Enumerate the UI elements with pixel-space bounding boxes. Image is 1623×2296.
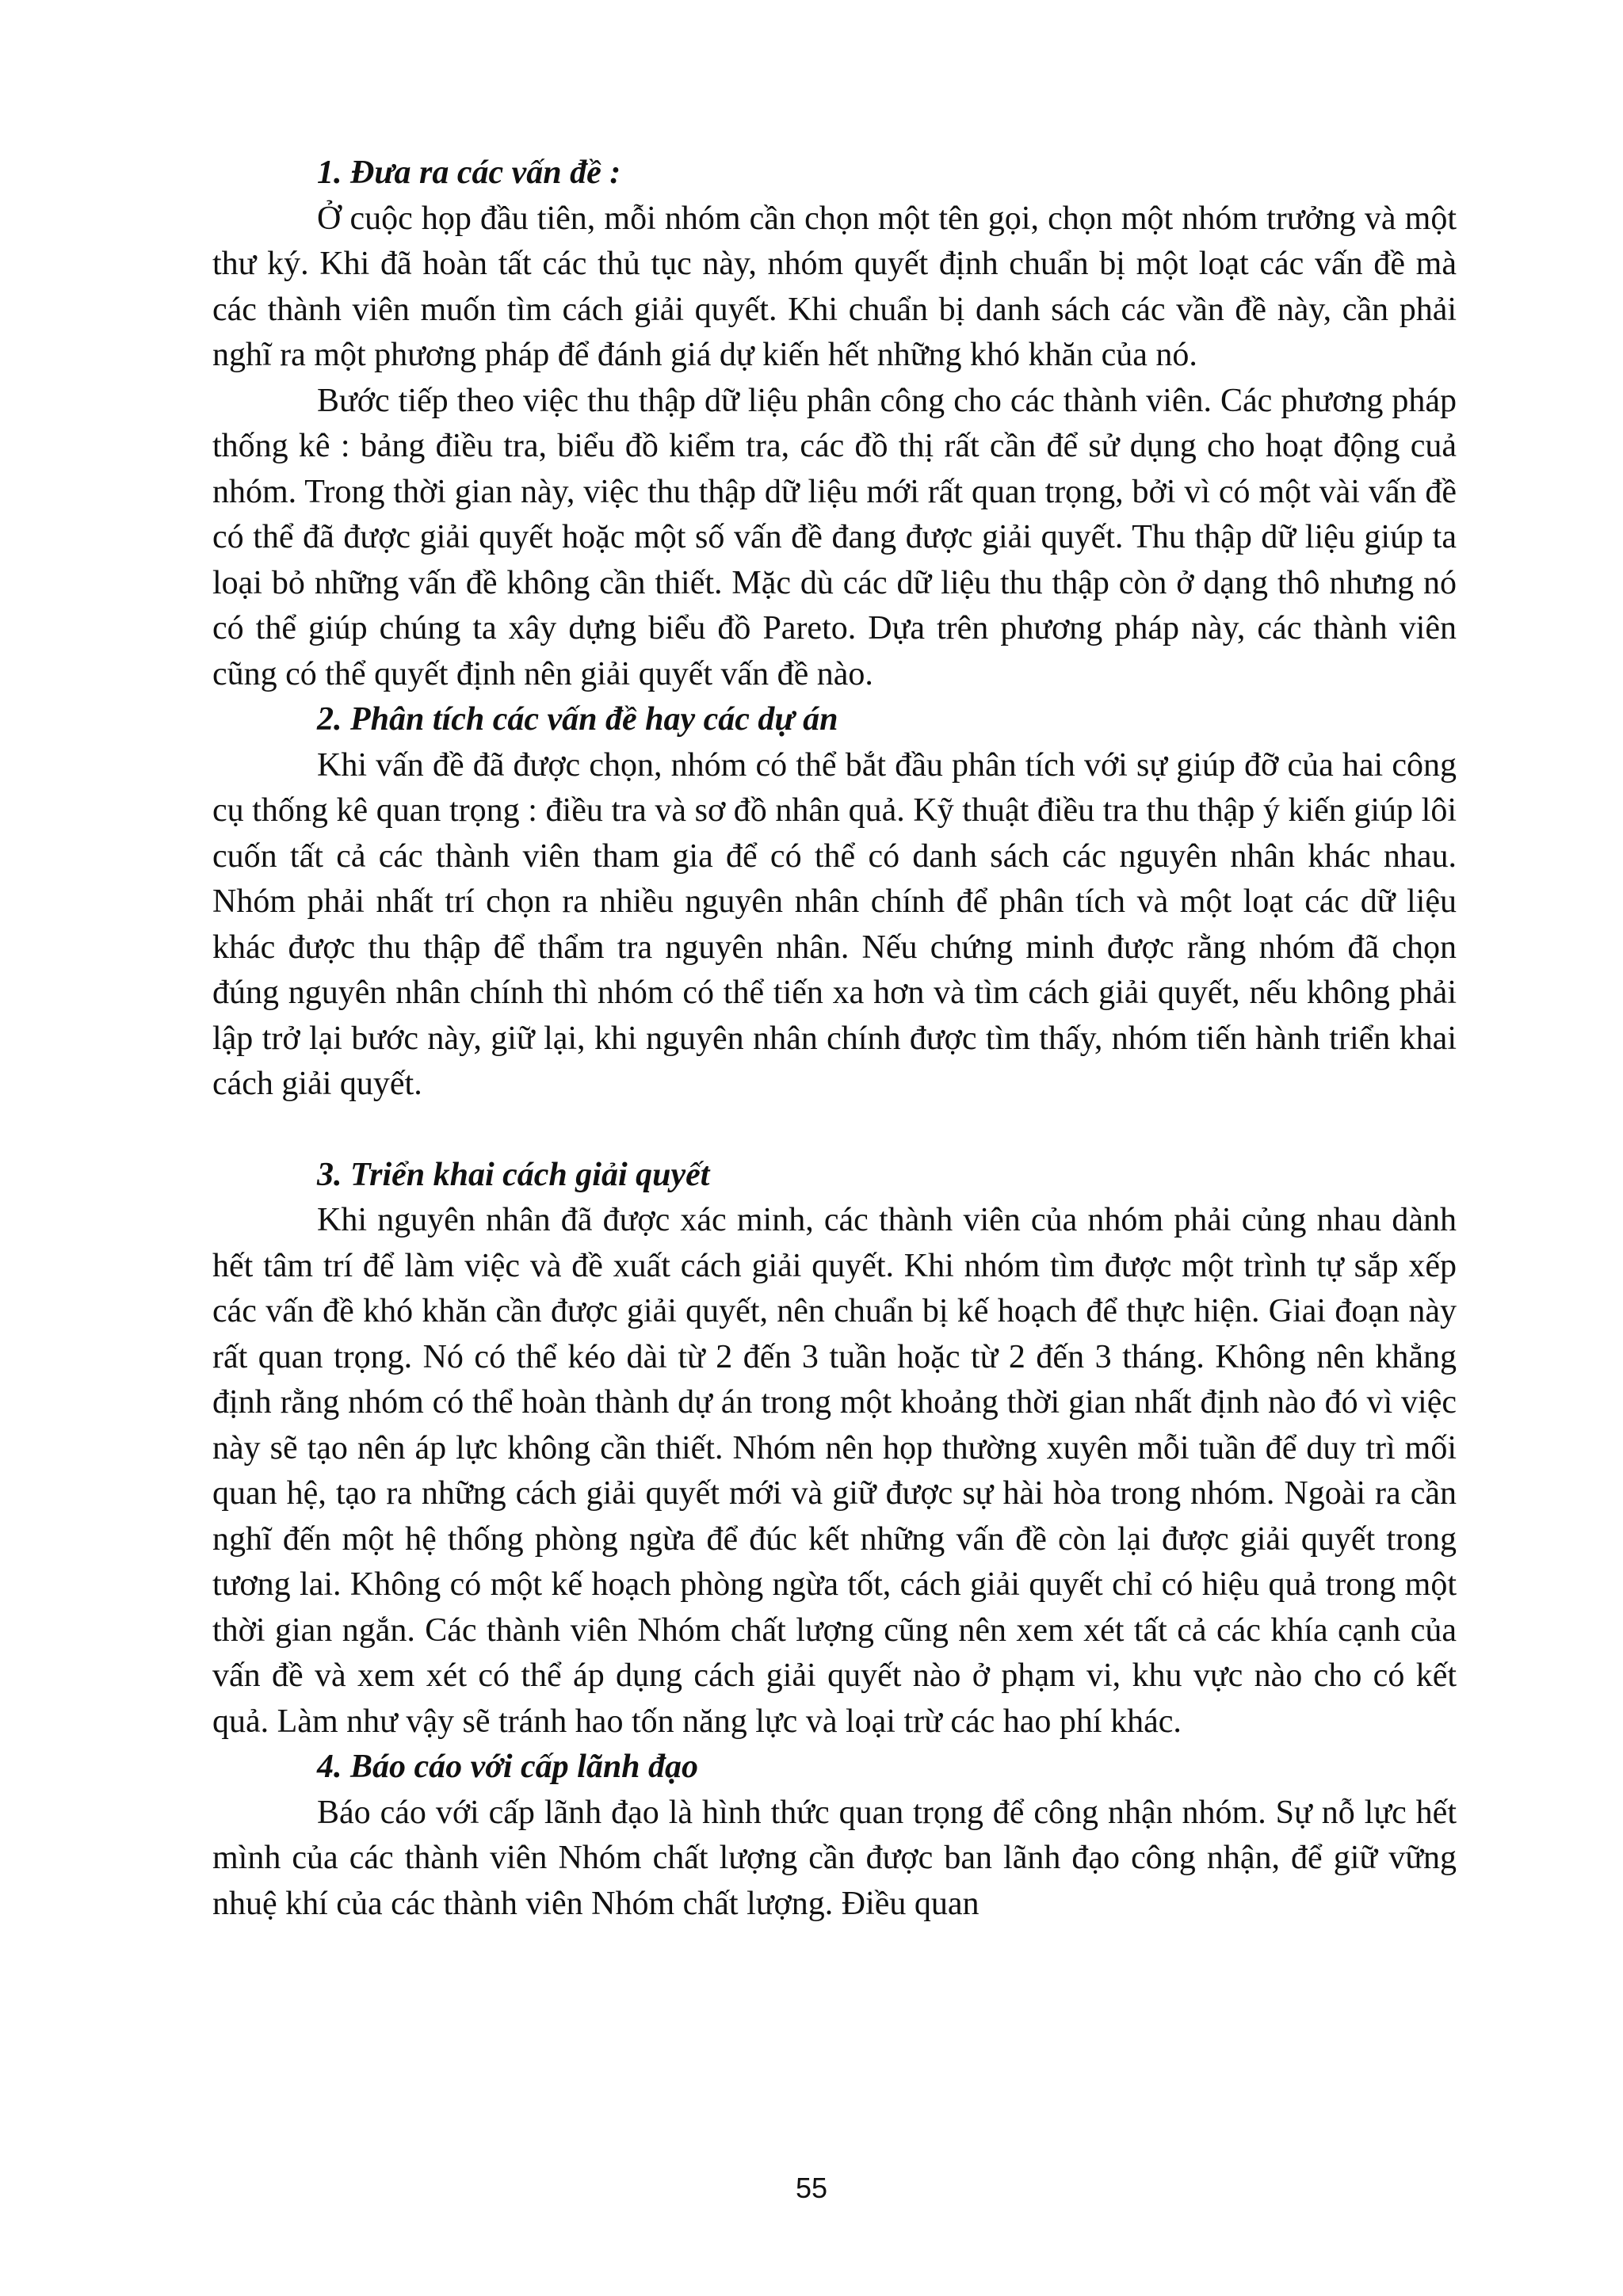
paragraph: Khi vấn đề đã được chọn, nhóm có thể bắt đầu phân tích với sự giúp đỡ của hai công cụ thống kê quan trọng : điều tra và sơ đồ nhân quả. Kỹ thuật điều tra thu thập ý kiến giúp lôi cuốn tất cả các thành viên tham gia để có thể có danh sách các nguyên nhân khác nhau. Nhóm phải nhất trí chọn ra nhiều nguyên nhân chính để phân tích và một loạt các dữ liệu khác được thu thập để thẩm tra nguyên nhân. Nếu chứng minh được rằng nhóm đã chọn đúng nguyên nhân chính thì nhóm có thể tiến xa hơn và tìm cách giải quyết, nếu không phải lập trở lại bước này, giữ lại, khi nguyên nhân chính được tìm thấy, nhóm tiến hành triển khai cách giải quyết. bbox=[212, 746, 1457, 1102]
paragraph: Khi nguyên nhân đã được xác minh, các thành viên của nhóm phải củng nhau dành hết tâm trí để làm việc và đề xuất cách giải quyết. Khi nhóm tìm được một trình tự sắp xếp các vấn đề khó khăn cần được giải quyết, nên chuẩn bị kế hoạch để thực hiện. Giai đoạn này rất quan trọng. Nó có thể kéo dài từ 2 đến 3 tuần hoặc từ 2 đến 3 tháng. Không nên khẳng định rằng nhóm có thể hoàn thành dự án trong một khoảng thời gian nhất định nào đó vì việc này sẽ tạo nên áp lực không cần thiết. Nhóm nên họp thường xuyên mỗi tuần để duy trì mối quan hệ, tạo ra những cách giải quyết mới và giữ được sự hài hòa trong nhóm. Ngoài ra cần nghĩ đến một hệ thống phòng ngừa để đúc kết những vấn đề còn lại được giải quyết trong tương lai. Không có một kế hoạch phòng ngừa tốt, cách giải quyết chỉ có hiệu quả trong một thời gian ngắn. Các thành viên Nhóm chất lượng cũng nên xem xét tất cả các khía cạnh của vấn đề và xem xét có thể áp dụng cách giải quyết nào ở phạm vi, khu vực nào cho có kết quả. Làm như vậy sẽ tránh hao tốn năng lực và loại trừ các hao phí khác. bbox=[212, 1202, 1457, 1740]
section-4 bbox=[212, 1745, 1457, 1927]
section-2 bbox=[212, 697, 1457, 1108]
page-number: 55 bbox=[795, 2172, 828, 2204]
blank-line bbox=[212, 1108, 1457, 1153]
section-1 bbox=[212, 151, 1457, 697]
section-heading: 4. Báo cáo với cấp lãnh đạo bbox=[317, 1749, 699, 1785]
section-heading: 1. Đưa ra các vấn đề : bbox=[317, 154, 621, 191]
section-heading: 2. Phân tích các vấn đề hay các dự án bbox=[317, 701, 838, 738]
paragraph: Bước tiếp theo việc thu thập dữ liệu phân công cho các thành viên. Các phương pháp thống kê : bảng điều tra, biểu đồ kiểm tra, các đồ thị rất cần để sử dụng cho hoạt động cuả nhóm. Trong thời gian này, việc thu thập dữ liệu mới rất quan trọng, bởi vì có một vài vấn đề có thể đã được giải quyết hoặc một số vấn đề đang được giải quyết. Thu thập dữ liệu giúp ta loại bỏ những vấn đề không cần thiết. Mặc dù các dữ liệu thu thập còn ở dạng thô nhưng nó có thể giúp chúng ta xây dựng biểu đồ Pareto. Dựa trên phương pháp này, các thành viên cũng có thể quyết định nên giải quyết vấn đề nào. bbox=[212, 382, 1457, 692]
page-body bbox=[212, 151, 1457, 1927]
paragraph: Ở cuộc họp đầu tiên, mỗi nhóm cần chọn một tên gọi, chọn một nhóm trưởng và một thư ký. Khi đã hoàn tất các thủ tục này, nhóm quyết định chuẩn bị một loạt các vấn đề mà các thành viên muốn tìm cách giải quyết. Khi chuẩn bị danh sách các vần đề này, cần phải nghĩ ra một phương pháp để đánh giá dự kiến hết những khó khăn của nó. bbox=[212, 200, 1457, 373]
section-heading: 3. Triển khai cách giải quyết bbox=[317, 1156, 710, 1193]
section-3 bbox=[212, 1153, 1457, 1745]
paragraph: Báo cáo với cấp lãnh đạo là hình thức quan trọng để công nhận nhóm. Sự nỗ lực hết mình của các thành viên Nhóm chất lượng cần được ban lãnh đạo công nhận, để giữ vững nhuệ khí của các thành viên Nhóm chất lượng. Điều quan bbox=[212, 1794, 1457, 1922]
